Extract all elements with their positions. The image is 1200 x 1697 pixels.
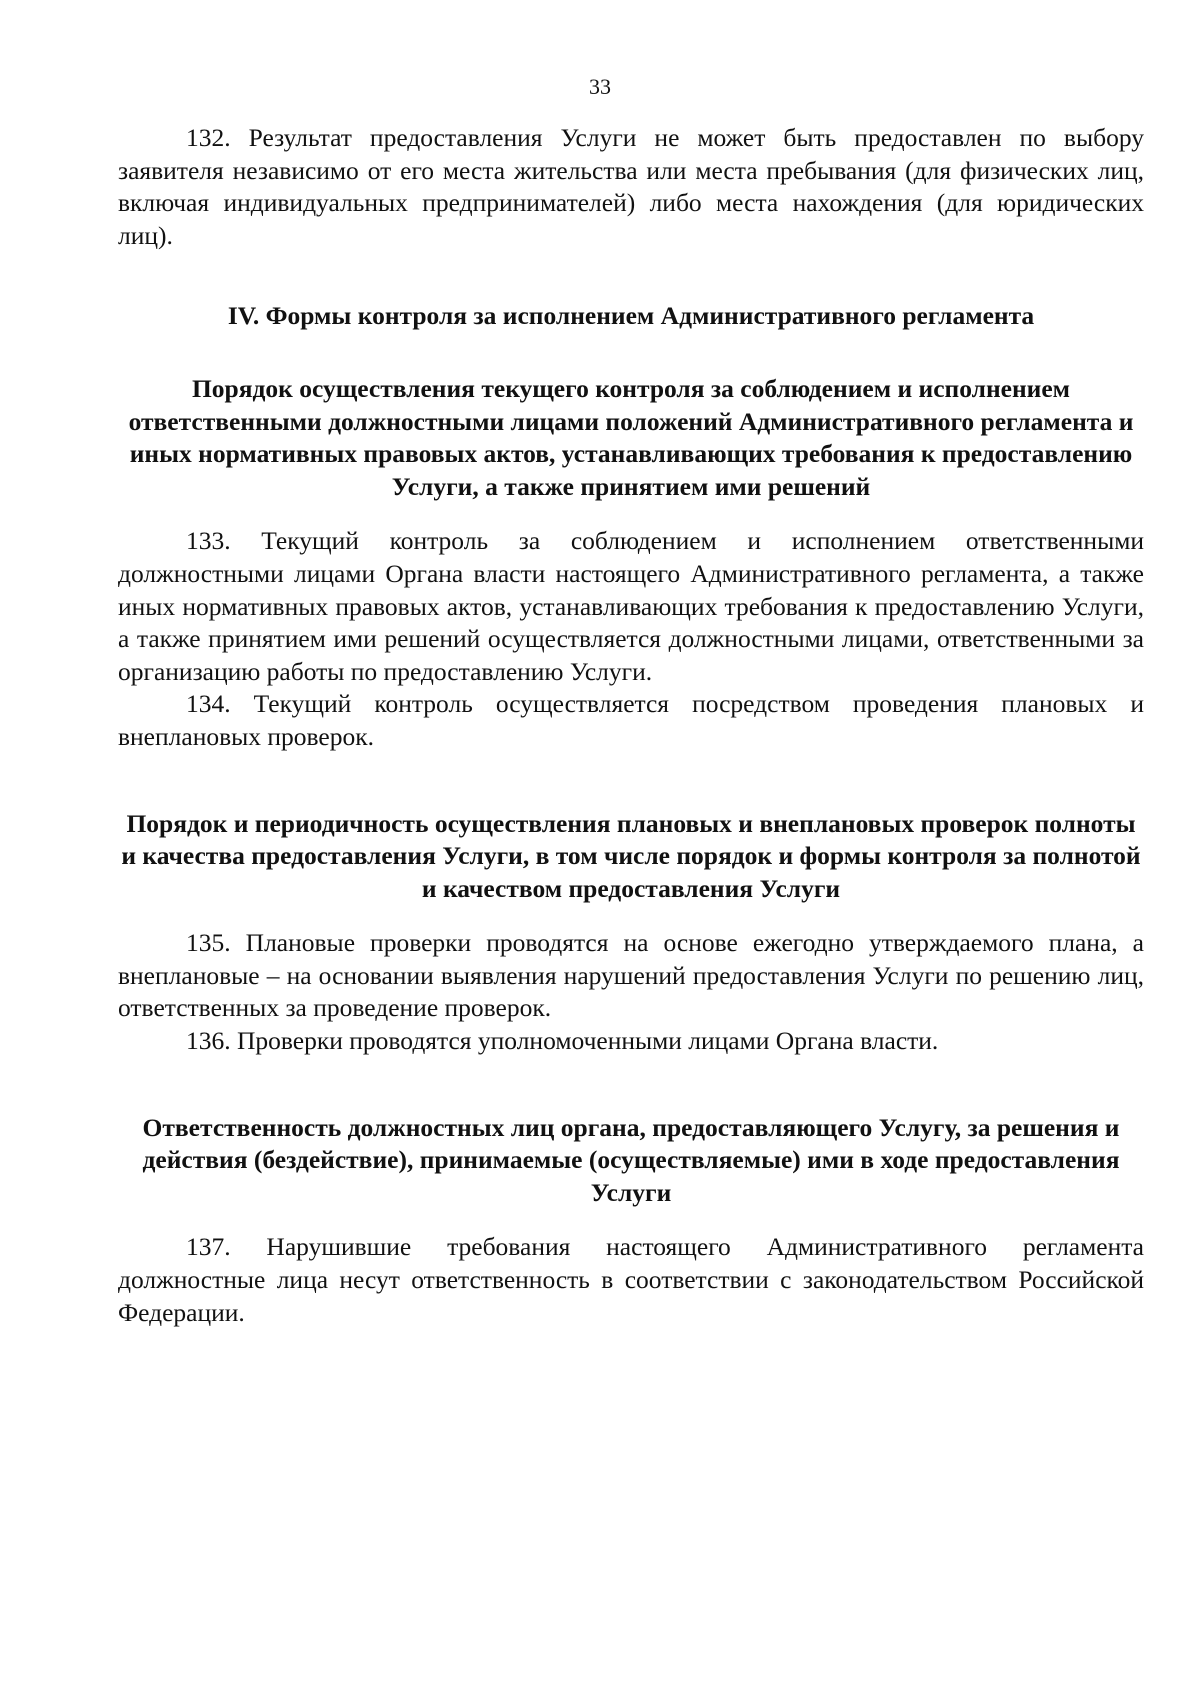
paragraph-134: 134. Текущий контроль осуществляется посредством проведения плановых и внеплановых проверок. xyxy=(118,689,1144,751)
subsection-heading-current-control: Порядок осуществления текущего контроля за соблюдением и исполнением ответственными должностными лицами положений Административного регламента и иных нормативных правовых актов, устанавливающих требования к предоставлению Услуги, а также принятием ими решений xyxy=(128,373,1134,501)
paragraph-135: 135. Плановые проверки проводятся на основе ежегодно утверждаемого плана, а внеплановые – на основании выявления нарушений предоставления Услуги по решению лиц, ответственных за проведение проверок. xyxy=(118,928,1144,1023)
subsection-heading-inspections: Порядок и периодичность осуществления плановых и внеплановых проверок полноты и качества предоставления Услуги, в том числе порядок и формы контроля за полнотой и качеством предоставления Услуги xyxy=(121,808,1141,903)
document-body xyxy=(118,122,1144,1329)
paragraph-136: 136. Проверки проводятся уполномоченными лицами Органа власти. xyxy=(186,1026,939,1056)
paragraph-132: 132. Результат предоставления Услуги не может быть предоставлен по выбору заявителя независимо от его места жительства или места пребывания (для физических лиц, включая индивидуальных предпринимателей) либо места нахождения (для юридических лиц). xyxy=(118,123,1144,250)
paragraph-133: 133. Текущий контроль за соблюдением и исполнением ответственными должностными лицами Органа власти настоящего Административного регламента, а также иных нормативных правовых актов, устанавливающих требования к предоставлению Услуги, а также принятием ими решений осуществляется должностными лицами, ответственными за организацию работы по предоставлению Услуги. xyxy=(118,526,1144,686)
paragraph-137: 137. Нарушившие требования настоящего Административного регламента должностные лица несут ответственность в соответствии с законодательством Российской Федерации. xyxy=(118,1232,1144,1327)
section-heading-iv: IV. Формы контроля за исполнением Административного регламента xyxy=(227,301,1035,331)
page-number: 33 xyxy=(589,74,611,99)
subsection-heading-responsibility: Ответственность должностных лиц органа, предоставляющего Услугу, за решения и действия (бездействие), принимаемые (осуществляемые) ими в ходе предоставления Услуги xyxy=(142,1112,1120,1207)
